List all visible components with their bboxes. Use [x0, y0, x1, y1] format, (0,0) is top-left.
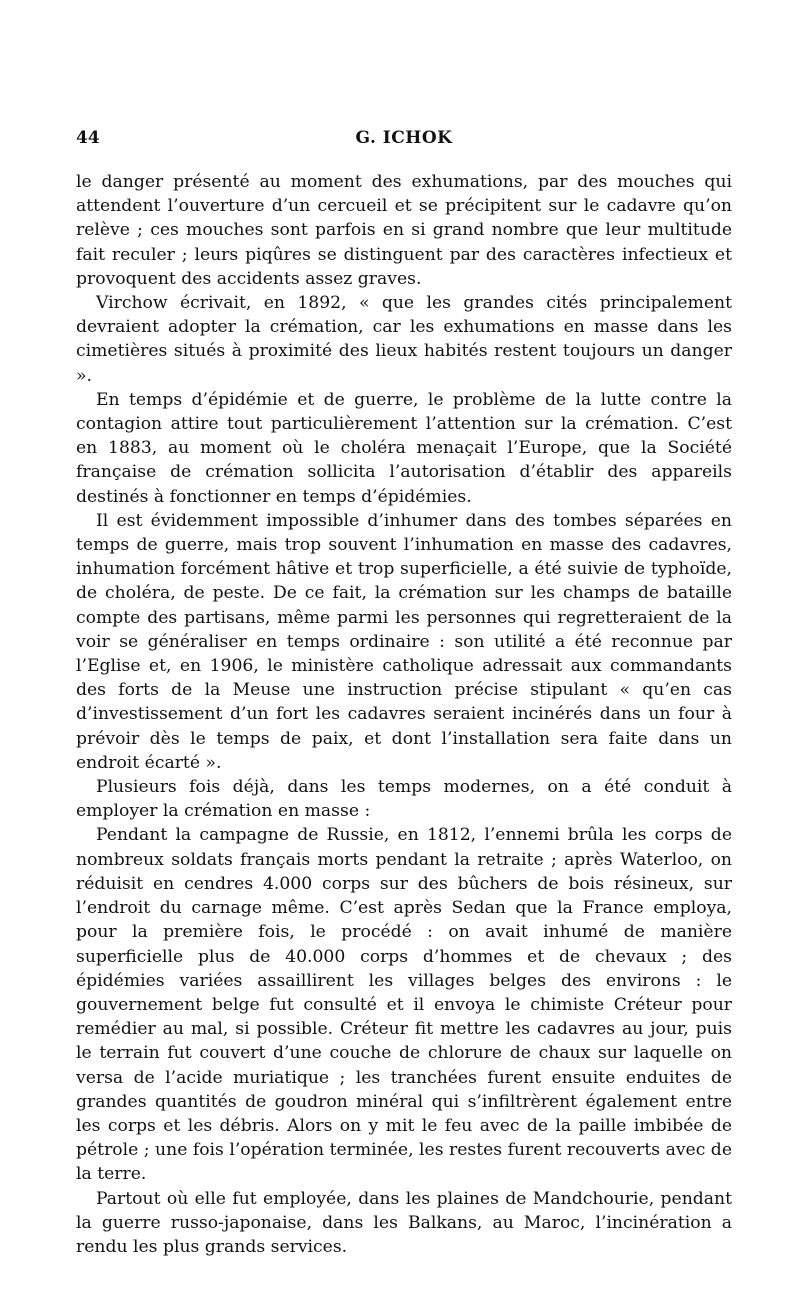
running-head-author: G. ICHOK [355, 128, 453, 148]
body-text [76, 170, 732, 1259]
paragraph-historical-examples: Pendant la campagne de Russie, en 1812, l’ennemi brûla les corps de nombreux soldats français morts pendant la retraite ; après Waterloo, on réduisit en cendres 4.000 corps sur des bûchers de bois résineux, sur l’endroit du carnage même. C’est après Sedan que la France employa, pour la première fois, le procédé : on avait inhumé de manière superficielle plus de 40.000 corps d’hommes et de chevaux ; des épidémies variées assaillirent les villages belges des environs : le gouvernement belge fut consulté et il envoya le chimiste Créteur pour remédier au mal, si possible. Créteur fit mettre les cadavres au jour, puis le terrain fut couvert d’une couche de chlorure de chaux sur laquelle on versa de l’acide muriatique ; les tranchées furent ensuite enduites de grandes quantités de goudron minéral qui s’infiltrèrent également entre les corps et les débris. Alors on y mit le feu avec de la paille imbibée de pétrole ; une fois l’opération terminée, les restes furent recouverts avec de la terre. [76, 825, 732, 1185]
page-number: 44 [76, 128, 100, 148]
paragraph-epidemic-war: En temps d’épidémie et de guerre, le problème de la lutte contre la contagion attire tout particulièrement l’attention sur la crémation. C’est en 1883, au moment où le choléra menaçait l’Europe, que la Société française de crémation sollicita l’autorisation d’établir des appareils destinés à fonctionner en temps d’épidémies. [76, 389, 732, 507]
page-header [76, 128, 732, 154]
paragraph-mass-cremation-intro: Plusieurs fois déjà, dans les temps modernes, on a été conduit à employer la crémation en masse : [76, 777, 732, 822]
paragraph-exhumation-flies: le danger présenté au moment des exhumations, par des mouches qui attendent l’ouverture d’un cercueil et se précipitent sur le cadavre qu’on relève ; ces mouches sont parfois en si grand nombre que leur multitude fait reculer ; leurs piqûres se distinguent par des caractères infectieux et provoquent des accidents assez graves. [76, 172, 732, 289]
paragraph-battlefield-cremation: Il est évidemment impossible d’inhumer dans des tombes séparées en temps de guerre, mais trop souvent l’inhumation en masse des cadavres, inhumation forcément hâtive et trop superficielle, a été suivie de typhoïde, de choléra, de peste. De ce fait, la crémation sur les champs de bataille compte des partisans, même parmi les personnes qui regretteraient de la voir se généraliser en temps ordinaire : son utilité a été reconnue par l’Eglise et, en 1906, le ministère catholique adressait aux commandants des forts de la Meuse une instruction précise stipulant « qu’en cas d’investissement d’un fort les cadavres seraient incinérés dans un four à prévoir dès le temps de paix, et dont l’installation sera faite dans un endroit écarté ». [76, 510, 732, 773]
paragraph-virchow: Virchow écrivait, en 1892, « que les grandes cités principalement devraient adopter la crémation, car les exhumations en masse dans les cimetières situés à proximité des lieux habités restent toujours un danger ». [76, 293, 732, 386]
paragraph-conclusion: Partout où elle fut employée, dans les plaines de Mandchourie, pendant la guerre russo-japonaise, dans les Balkans, au Maroc, l’incinération a rendu les plus grands services. [76, 1188, 732, 1257]
